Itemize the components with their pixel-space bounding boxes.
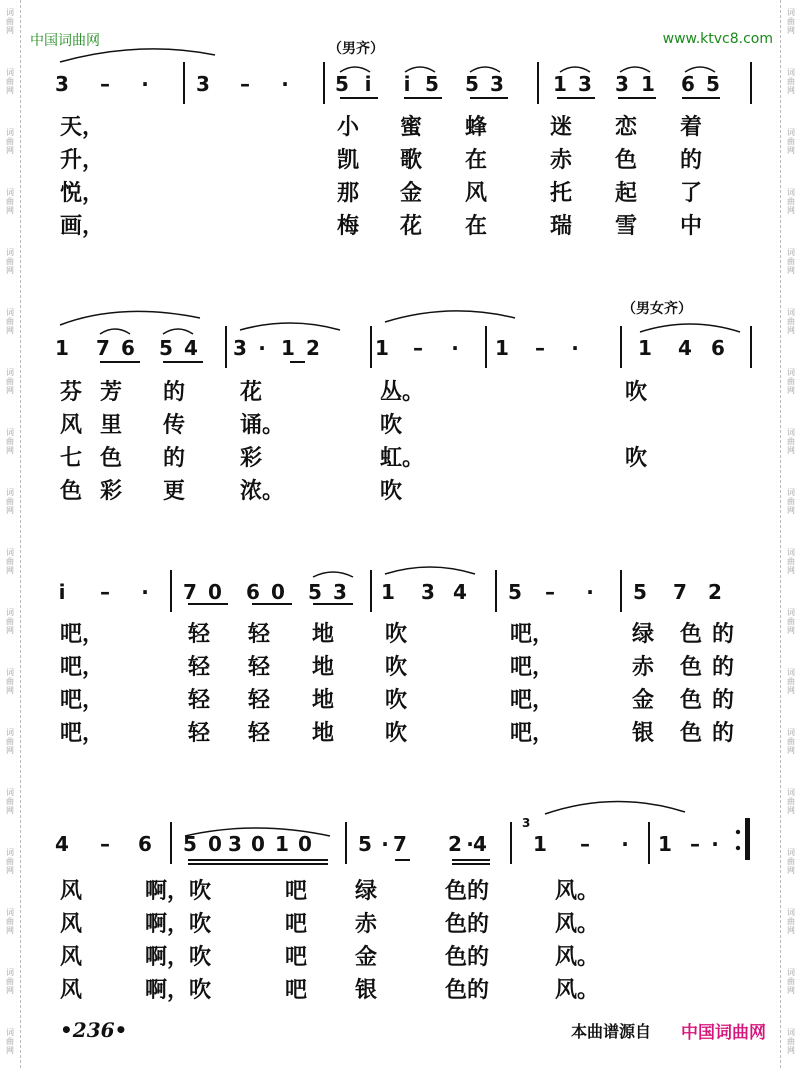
lyric-word: 吹 — [385, 654, 408, 680]
notation-glyph: i — [364, 72, 372, 96]
lyric-word: 地 — [312, 621, 335, 647]
margin-watermark-glyph: 词 曲 网 — [787, 848, 795, 875]
margin-watermark-glyph: 词 曲 网 — [6, 488, 14, 515]
notation-glyph: 6 — [121, 336, 135, 360]
notation-glyph: 4 — [453, 580, 467, 604]
male-unison-label: （男齐） — [328, 41, 384, 57]
lyric-word: 的 — [712, 720, 735, 746]
notation-glyph: 3 — [490, 72, 504, 96]
lyric-word: 吹 — [380, 478, 403, 504]
lyric-word: 花 — [400, 213, 423, 239]
lyric-word: 梅 — [337, 213, 360, 239]
notation-glyph: 3 — [578, 72, 592, 96]
margin-watermark-glyph: 词 曲 网 — [6, 908, 14, 935]
lyric-word: 彩 — [100, 478, 123, 504]
margin-watermark-glyph: 词 曲 网 — [6, 368, 14, 395]
notation-glyph: – — [545, 580, 555, 604]
notation-glyph: 5 — [159, 336, 173, 360]
barline — [170, 822, 172, 864]
margin-watermark-glyph: 词 曲 网 — [787, 428, 795, 455]
barline — [170, 570, 172, 612]
lyric-word: 地 — [312, 654, 335, 680]
barline — [225, 326, 227, 368]
lyric-word: 风 — [465, 180, 488, 206]
lyric-word: 金 — [355, 944, 378, 970]
lyric-word: 银 — [632, 720, 655, 746]
notation-glyph: 1 — [658, 832, 672, 856]
notation-glyph: 5 — [633, 580, 647, 604]
notation-glyph: 1 — [641, 72, 655, 96]
margin-watermark-glyph: 词 曲 网 — [787, 368, 795, 395]
lyric-word: 色的 — [445, 977, 490, 1003]
lyric-word: 中 — [680, 213, 703, 239]
margin-watermark-glyph: 词 曲 网 — [6, 848, 14, 875]
lyric-word: 吧， — [510, 687, 555, 713]
lyric-word: 起 — [615, 180, 638, 206]
barline — [345, 822, 347, 864]
lyric-word: 传 — [163, 412, 186, 438]
lyric-word: 在 — [465, 213, 488, 239]
lyric-word: 吹 — [385, 621, 408, 647]
notation-glyph: 1 — [553, 72, 567, 96]
notation-glyph: 2 — [708, 580, 722, 604]
notation-glyph: – — [100, 832, 110, 856]
lyric-word: 吹 — [385, 687, 408, 713]
lyric-word: 着 — [680, 114, 703, 140]
lyric-word: 色 — [680, 687, 703, 713]
lyric-word: 雪 — [615, 213, 638, 239]
lyric-word: 赤 — [355, 911, 378, 937]
lyric-word: 的 — [712, 687, 735, 713]
margin-watermark-glyph: 词 曲 网 — [787, 968, 795, 995]
barline — [537, 62, 539, 104]
notation-glyph: 6 — [711, 336, 725, 360]
notation-glyph: – — [535, 336, 545, 360]
lyric-word: 蜜 — [400, 114, 423, 140]
notation-glyph: · — [621, 832, 629, 856]
lyric-word: 瑞 — [550, 213, 573, 239]
lyric-word: 轻 — [188, 621, 211, 647]
lyric-word: 吧 — [285, 977, 308, 1003]
lyric-word: 绿 — [355, 878, 378, 904]
source-brand: 中国词曲网 — [681, 1023, 766, 1043]
lyric-word: 吧， — [510, 720, 555, 746]
margin-watermark-glyph: 词 曲 网 — [787, 188, 795, 215]
volta-number: 3 — [522, 816, 531, 830]
lyric-word: 啊，吹 — [145, 977, 212, 1003]
lyric-word: 银 — [355, 977, 378, 1003]
lyric-word: 色 — [615, 147, 638, 173]
notation-glyph: · — [258, 336, 266, 360]
page-number: •236• — [60, 1018, 128, 1042]
barline — [750, 62, 752, 104]
lyric-word: 诵。 — [240, 412, 285, 438]
notation-glyph: · — [451, 336, 459, 360]
margin-watermark-glyph: 词 曲 网 — [6, 428, 14, 455]
lyric-word: 在 — [465, 147, 488, 173]
lyric-word: 风。 — [555, 977, 600, 1003]
margin-watermark-glyph: 词 曲 网 — [6, 728, 14, 755]
notation-glyph: 3 — [55, 72, 69, 96]
notation-glyph: 3 — [233, 336, 247, 360]
margin-watermark-glyph: 词 曲 网 — [6, 1028, 14, 1055]
margin-watermark-glyph: 词 曲 网 — [787, 1028, 795, 1055]
lyric-word: 轻 — [248, 687, 271, 713]
notation-glyph: 5 — [425, 72, 439, 96]
lyric-word: 吧， — [60, 687, 105, 713]
lyric-word: 色的 — [445, 878, 490, 904]
lyric-word: 升， — [60, 147, 105, 173]
notation-glyph: i — [403, 72, 411, 96]
notation-glyph: 1 — [495, 336, 509, 360]
notation-glyph: 1 — [381, 580, 395, 604]
lyric-word: 吹 — [380, 412, 403, 438]
margin-watermark-glyph: 词 曲 网 — [6, 668, 14, 695]
lyric-word: 地 — [312, 720, 335, 746]
margin-watermark-glyph: 词 曲 网 — [6, 548, 14, 575]
notation-glyph: – — [100, 580, 110, 604]
margin-watermark-glyph: 词 曲 网 — [787, 668, 795, 695]
lyric-word: 吧， — [510, 654, 555, 680]
lyric-word: 风。 — [555, 944, 600, 970]
barline — [485, 326, 487, 368]
lyric-word: 天， — [60, 114, 105, 140]
notation-glyph: · — [586, 580, 594, 604]
margin-watermark-glyph: 词 曲 网 — [787, 128, 795, 155]
lyric-word: 的 — [712, 621, 735, 647]
notation-glyph: 6 — [246, 580, 260, 604]
barline — [495, 570, 497, 612]
notation-glyph: – — [100, 72, 110, 96]
notation-glyph: 3 — [333, 580, 347, 604]
lyric-word: 赤 — [632, 654, 655, 680]
lyric-word: 色的 — [445, 944, 490, 970]
lyric-word: 风。 — [555, 911, 600, 937]
lyric-word: 歌 — [400, 147, 423, 173]
margin-watermark-glyph: 词 曲 网 — [6, 8, 14, 35]
margin-watermark-glyph: 词 曲 网 — [787, 308, 795, 335]
lyric-word: 啊，吹 — [145, 944, 212, 970]
margin-watermark-glyph: 词 曲 网 — [6, 968, 14, 995]
lyric-word: 的 — [712, 654, 735, 680]
notation-glyph: 1 — [281, 336, 295, 360]
lyric-word: 金 — [400, 180, 423, 206]
lyric-word: 小 — [337, 114, 360, 140]
notation-glyph: 6 — [138, 832, 152, 856]
notation-glyph: 7 — [673, 580, 687, 604]
barline — [620, 570, 622, 612]
margin-watermark-glyph: 词 曲 网 — [6, 128, 14, 155]
source-label: 本曲谱源自 — [571, 1022, 652, 1041]
notation-glyph: 3 — [421, 580, 435, 604]
notation-glyph: · — [571, 336, 579, 360]
lyric-word: 吹 — [385, 720, 408, 746]
notation-glyph: 1 — [275, 832, 289, 856]
lyric-word: 蜂 — [465, 114, 488, 140]
lyric-word: 吧 — [285, 911, 308, 937]
margin-watermark-glyph: 词 曲 网 — [6, 68, 14, 95]
notation-glyph: 5 — [508, 580, 522, 604]
notation-glyph: 0 — [298, 832, 312, 856]
lyric-word: 花 — [240, 379, 263, 405]
notation-glyph: 5 — [183, 832, 197, 856]
lyric-word: 吧 — [285, 944, 308, 970]
barline — [510, 822, 512, 864]
notation-glyph: 3 — [228, 832, 242, 856]
notation-glyph: 5 — [706, 72, 720, 96]
barline — [370, 570, 372, 612]
notation-glyph: 0 — [251, 832, 265, 856]
lyric-word: 恋 — [615, 114, 638, 140]
lyric-word: 色 — [60, 478, 83, 504]
lyric-word: 色 — [100, 445, 123, 471]
notation-glyph: 1 — [375, 336, 389, 360]
lyric-word: 色 — [680, 720, 703, 746]
lyric-word: 迷 — [550, 114, 573, 140]
notation-glyph: 5 — [335, 72, 349, 96]
lyric-word: 绿 — [632, 621, 655, 647]
site-watermark-right: www.ktvc8.com — [662, 31, 773, 47]
notation-glyph: 5 — [308, 580, 322, 604]
margin-watermark-glyph: 词 曲 网 — [787, 788, 795, 815]
notation-glyph: 4 — [473, 832, 487, 856]
lyric-word: 更 — [163, 478, 186, 504]
lyric-word: 七 — [60, 445, 83, 471]
mixed-unison-label: （男女齐） — [622, 301, 692, 317]
margin-watermark-glyph: 词 曲 网 — [787, 908, 795, 935]
notation-glyph: – — [580, 832, 590, 856]
lyric-word: 轻 — [248, 654, 271, 680]
notation-glyph: 1 — [533, 832, 547, 856]
notation-glyph: 2 — [448, 832, 462, 856]
lyric-word: 吧， — [60, 621, 105, 647]
lyric-word: 托 — [550, 180, 573, 206]
lyric-word: 色的 — [445, 911, 490, 937]
notation-glyph: i — [58, 580, 66, 604]
notation-glyph: 4 — [184, 336, 198, 360]
margin-watermark-glyph: 词 曲 网 — [6, 308, 14, 335]
notation-glyph: 5 — [358, 832, 372, 856]
lyric-word: 丛。 — [380, 379, 425, 405]
notation-glyph: · — [381, 832, 389, 856]
lyric-word: 轻 — [248, 720, 271, 746]
lyric-word: 赤 — [550, 147, 573, 173]
lyric-word: 轻 — [188, 720, 211, 746]
notation-glyph: 1 — [55, 336, 69, 360]
margin-watermark-glyph: 词 曲 网 — [6, 188, 14, 215]
margin-watermark-glyph: 词 曲 网 — [787, 608, 795, 635]
notation-glyph: 4 — [55, 832, 69, 856]
notation-glyph: · — [141, 72, 149, 96]
lyric-word: 风 — [60, 412, 83, 438]
lyric-word: 芳 — [100, 379, 123, 405]
lyric-word: 浓。 — [240, 478, 285, 504]
lyric-word: 了 — [680, 180, 703, 206]
barline — [648, 822, 650, 864]
lyric-word: 轻 — [188, 687, 211, 713]
notation-glyph: · — [711, 832, 719, 856]
notation-glyph: 0 — [208, 580, 222, 604]
lyric-word: 风 — [60, 944, 83, 970]
lyric-word: 吧 — [285, 878, 308, 904]
notation-glyph: – — [413, 336, 423, 360]
lyric-word: 啊，吹 — [145, 911, 212, 937]
lyric-word: 那 — [337, 180, 360, 206]
notation-glyph: 5 — [465, 72, 479, 96]
notation-glyph: · — [281, 72, 289, 96]
lyric-word: 轻 — [188, 654, 211, 680]
lyric-word: 风 — [60, 911, 83, 937]
lyric-word: 虹。 — [380, 445, 425, 471]
notation-glyph: – — [240, 72, 250, 96]
lyric-word: 里 — [100, 412, 123, 438]
site-watermark-left: 中国词曲网 — [30, 33, 100, 49]
lyric-word: 吹 — [625, 445, 648, 471]
margin-watermark-glyph: 词 曲 网 — [787, 248, 795, 275]
margin-watermark-glyph: 词 曲 网 — [6, 788, 14, 815]
lyric-word: 吧， — [60, 654, 105, 680]
lyric-word: 色 — [680, 654, 703, 680]
lyric-word: 轻 — [248, 621, 271, 647]
lyric-word: 凯 — [337, 147, 360, 173]
notation-glyph: 0 — [271, 580, 285, 604]
margin-watermark-glyph: 词 曲 网 — [6, 248, 14, 275]
lyric-word: 色 — [680, 621, 703, 647]
margin-watermark-glyph: 词 曲 网 — [787, 488, 795, 515]
notation-glyph: 2 — [306, 336, 320, 360]
lyric-word: 彩 — [240, 445, 263, 471]
notation-glyph: 0 — [208, 832, 222, 856]
lyric-word: 啊，吹 — [145, 878, 212, 904]
margin-watermark-glyph: 词 曲 网 — [787, 68, 795, 95]
margin-watermark-glyph: 词 曲 网 — [787, 728, 795, 755]
lyric-word: 地 — [312, 687, 335, 713]
notation-glyph: 4 — [678, 336, 692, 360]
barline — [183, 62, 185, 104]
notation-glyph: 7 — [393, 832, 407, 856]
notation-glyph: 3 — [615, 72, 629, 96]
notation-glyph: 3 — [196, 72, 210, 96]
lyric-word: 吹 — [625, 379, 648, 405]
lyric-word: 画， — [60, 213, 105, 239]
lyric-word: 的 — [163, 445, 186, 471]
lyric-word: 的 — [680, 147, 703, 173]
margin-watermark-glyph: 词 曲 网 — [787, 8, 795, 35]
notation-glyph: 6 — [681, 72, 695, 96]
margin-watermark-glyph: 词 曲 网 — [787, 548, 795, 575]
notation-glyph: 1 — [638, 336, 652, 360]
lyric-word: 风 — [60, 977, 83, 1003]
lyric-word: 吧， — [60, 720, 105, 746]
margin-watermark-glyph: 词 曲 网 — [6, 608, 14, 635]
notation-glyph: – — [690, 832, 700, 856]
barline — [323, 62, 325, 104]
lyric-word: 风。 — [555, 878, 600, 904]
notation-glyph: 7 — [96, 336, 110, 360]
lyric-word: 悦， — [60, 180, 105, 206]
lyric-word: 的 — [163, 379, 186, 405]
notation-glyph: · — [466, 832, 474, 856]
notation-glyph: 7 — [183, 580, 197, 604]
barline — [750, 326, 752, 368]
lyric-word: 金 — [632, 687, 655, 713]
lyric-word: 风 — [60, 878, 83, 904]
barline — [620, 326, 622, 368]
lyric-word: 芬 — [60, 379, 83, 405]
notation-glyph: · — [141, 580, 149, 604]
lyric-word: 吧， — [510, 621, 555, 647]
